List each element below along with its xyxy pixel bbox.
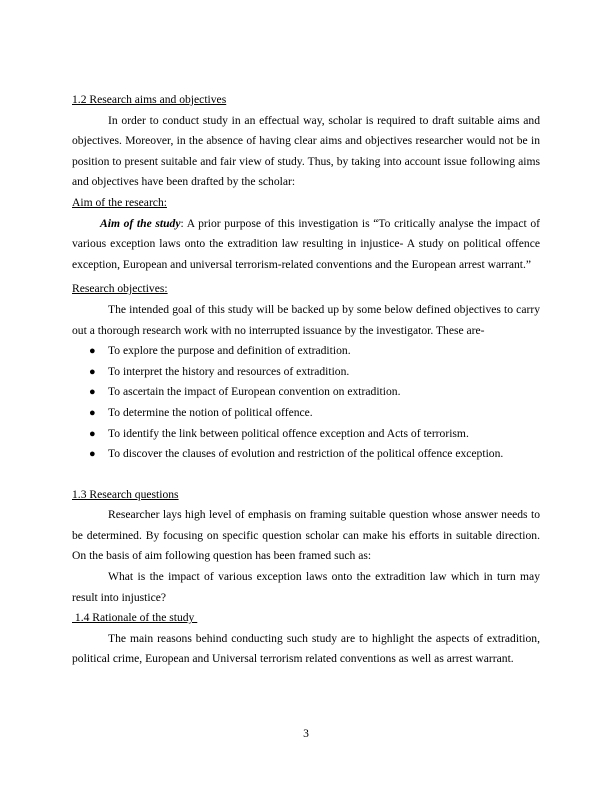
aim-heading: Aim of the research: bbox=[72, 195, 167, 209]
bullet-icon: ● bbox=[89, 406, 96, 419]
aim-paragraph bbox=[72, 214, 540, 276]
bullet-icon: ● bbox=[89, 365, 96, 378]
objectives-list bbox=[72, 341, 540, 465]
bullet-icon: ● bbox=[89, 386, 96, 399]
questions-intro-paragraph: Researcher lays high level of emphasis on framing suitable question whose answer needs to be determined. By focusing on specific question scholar can make his efforts in suitable direction. On the basis of aim following question has been framed such as: bbox=[72, 508, 540, 563]
section-heading-1-2: 1.2 Research aims and objectives bbox=[72, 93, 227, 106]
rationale-paragraph: The main reasons behind conducting such study are to highlight the aspects of extradition, political crime, European and Universal terrorism related conventions as well as arrest warrant. bbox=[72, 631, 540, 666]
objectives-intro-paragraph: The intended goal of this study will be backed up by some below defined objectives to carry out a thorough research work with no interrupted issuance by the investigator. These are- bbox=[72, 302, 540, 337]
section-heading-1-4: 1.4 Rationale of the study bbox=[72, 611, 198, 625]
page-number: 3 bbox=[303, 727, 309, 740]
list-item: ● To determine the notion of political offence. bbox=[72, 403, 540, 424]
objectives-heading: Research objectives: bbox=[72, 282, 168, 296]
bullet-icon: ● bbox=[89, 345, 96, 358]
list-item: ● To identify the link between political offence exception and Acts of terrorism. bbox=[72, 424, 540, 445]
list-item: ● To interpret the history and resources of extradition. bbox=[72, 362, 540, 383]
list-item: ● To explore the purpose and definition of extradition. bbox=[72, 341, 540, 362]
bullet-icon: ● bbox=[89, 427, 96, 440]
aim-label: Aim of the study bbox=[100, 216, 181, 230]
list-item: ● To ascertain the impact of European convention on extradition. bbox=[72, 382, 540, 403]
aims-intro-paragraph: In order to conduct study in an effectual way, scholar is required to draft suitable aims and objectives. Moreover, in the absence of having clear aims and objectives researcher would not be in position to present suitable and fair view of study. Thus, by taking into account issue following aims and objectives have been drafted by the scholar: bbox=[72, 113, 540, 189]
research-question-paragraph: What is the impact of various exception laws onto the extradition law which in turn may result into injustice? bbox=[72, 570, 540, 604]
bullet-icon: ● bbox=[89, 448, 96, 461]
document-page bbox=[72, 90, 540, 670]
list-item: ● To discover the clauses of evolution and restriction of the political offence exception. bbox=[72, 444, 540, 465]
section-heading-1-3: 1.3 Research questions bbox=[72, 487, 179, 501]
aim-text: : A prior purpose of this investigation is “To critically analyse the impact of various exception laws onto the extradition law resulting in injustice- A study on political offence exception, European and universal terrorism-related conventions and the European arrest warrant.” bbox=[72, 216, 540, 271]
